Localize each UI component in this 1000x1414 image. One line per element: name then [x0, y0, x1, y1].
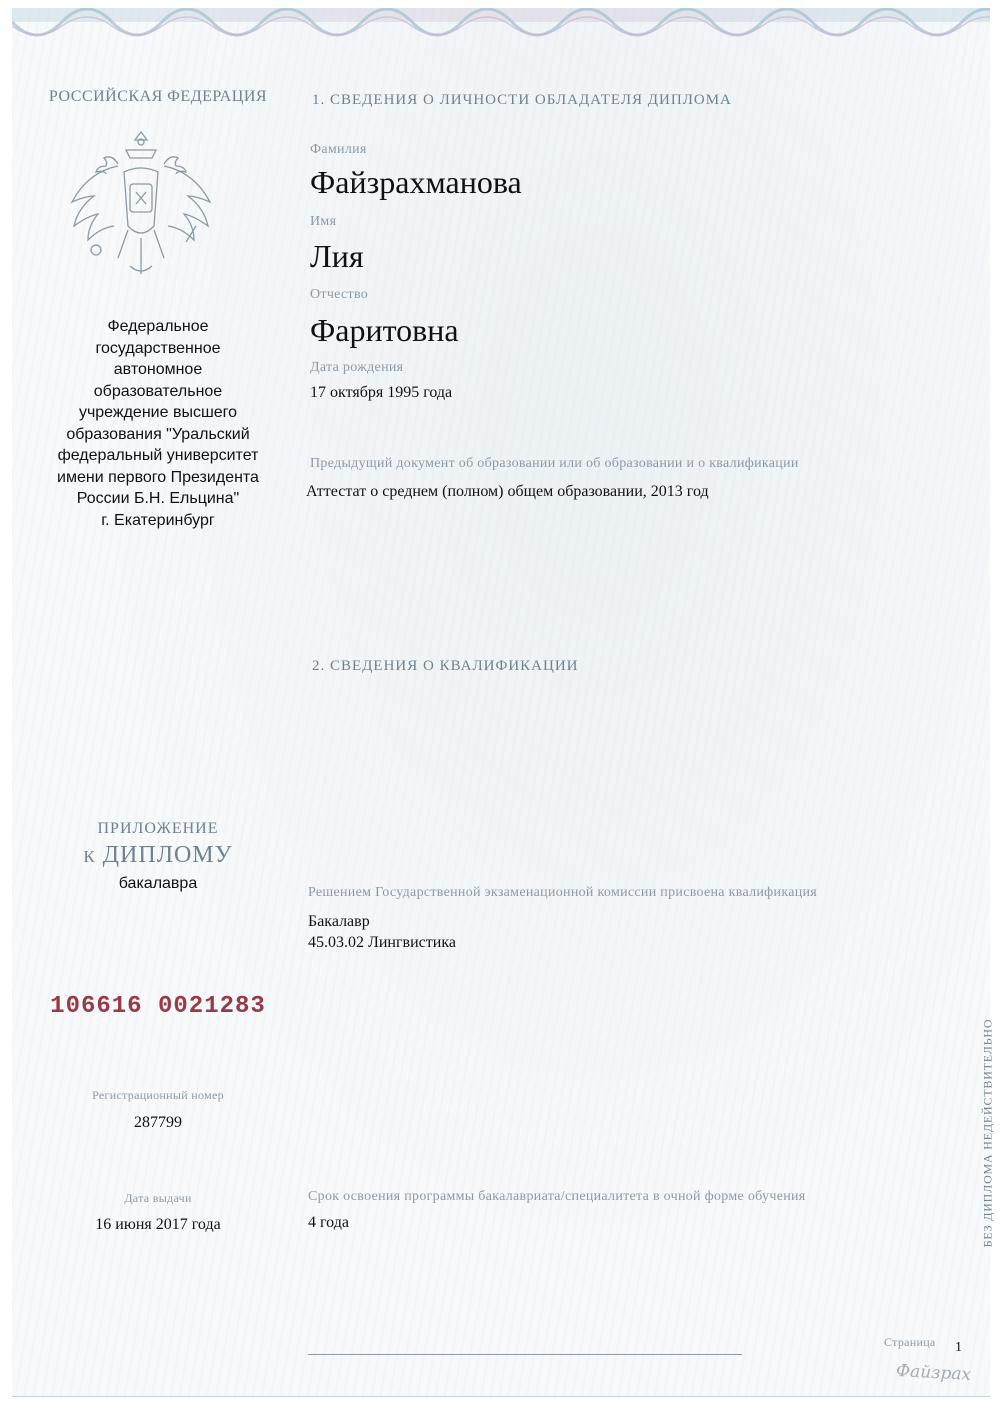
- section1-title: 1. СВЕДЕНИЯ О ЛИЧНОСТИ ОБЛАДАТЕЛЯ ДИПЛОМА: [312, 92, 732, 108]
- registration-number-label: Регистрационный номер: [92, 1088, 224, 1102]
- name-value: Лия: [310, 238, 364, 274]
- birth-date-value: 17 октября 1995 года: [310, 384, 453, 401]
- serial-number: 106616 0021283: [50, 993, 266, 1020]
- country-name: РОССИЙСКАЯ ФЕДЕРАЦИЯ: [48, 88, 268, 105]
- org-line: государственное: [95, 339, 221, 357]
- issue-date: 16 июня 2017 года: [95, 1216, 221, 1233]
- degree-level: бакалавра: [118, 875, 198, 892]
- page-label: Страница: [884, 1335, 936, 1349]
- org-line: учреждение высшего: [78, 404, 238, 421]
- issue-date-label: Дата выдачи: [124, 1191, 192, 1205]
- name-label: Имя: [310, 214, 337, 229]
- diploma-appendix-page: [12, 8, 995, 1397]
- appendix-title-line1: ПРИЛОЖЕНИЕ: [97, 820, 219, 837]
- section2-title: 2. СВЕДЕНИЯ О КВАЛИФИКАЦИИ: [312, 658, 579, 674]
- org-line: образования "Уральский: [66, 425, 250, 443]
- vertical-validity-note: [974, 1013, 1000, 1253]
- patronymic-value: Фаритовна: [310, 312, 459, 348]
- surname-value: Файзрахманова: [310, 164, 522, 200]
- handwritten-note: Файзрах: [895, 1361, 972, 1385]
- signature-line: [308, 1354, 742, 1355]
- study-term-label: Срок освоения программы бакалавриата/специалитета в очной форме обучения: [308, 1189, 806, 1204]
- previous-document-value: Аттестат о среднем (полном) общем образовании, 2013 год: [306, 483, 709, 500]
- patronymic-label: Отчество: [310, 287, 369, 302]
- org-line: Федеральное: [107, 318, 209, 335]
- birth-date-label: Дата рождения: [310, 360, 404, 375]
- specialty-value: 45.03.02 Лингвистика: [308, 934, 456, 951]
- qualification-value: Бакалавр: [308, 913, 370, 930]
- guilloche-border: [12, 8, 990, 56]
- org-line: г. Екатеринбург: [101, 511, 215, 529]
- surname-label: Фамилия: [310, 142, 367, 157]
- org-line: образовательное: [93, 382, 223, 400]
- organization-name: [40, 316, 276, 531]
- qualification-decision-label: Решением Государственной экзаменационной комиссии присвоена квалификация: [308, 885, 818, 900]
- appendix-title-line2: к ДИПЛОМУ: [83, 842, 233, 868]
- vertical-note-text: БЕЗ ДИПЛОМА НЕДЕЙСТВИТЕЛЬНО: [980, 1018, 995, 1248]
- org-line: автономное: [113, 361, 203, 378]
- org-line: имени первого Президента: [57, 468, 259, 486]
- previous-document-label: Предыдущий документ об образовании или об образовании и о квалификации: [310, 456, 799, 471]
- double-headed-eagle-icon: [66, 126, 216, 286]
- study-term-value: 4 года: [308, 1214, 349, 1231]
- registration-number: 287799: [134, 1114, 182, 1131]
- org-line: федеральный университет: [57, 447, 259, 464]
- org-line: России Б.Н. Ельцина": [76, 490, 240, 507]
- page-number: 1: [955, 1340, 962, 1355]
